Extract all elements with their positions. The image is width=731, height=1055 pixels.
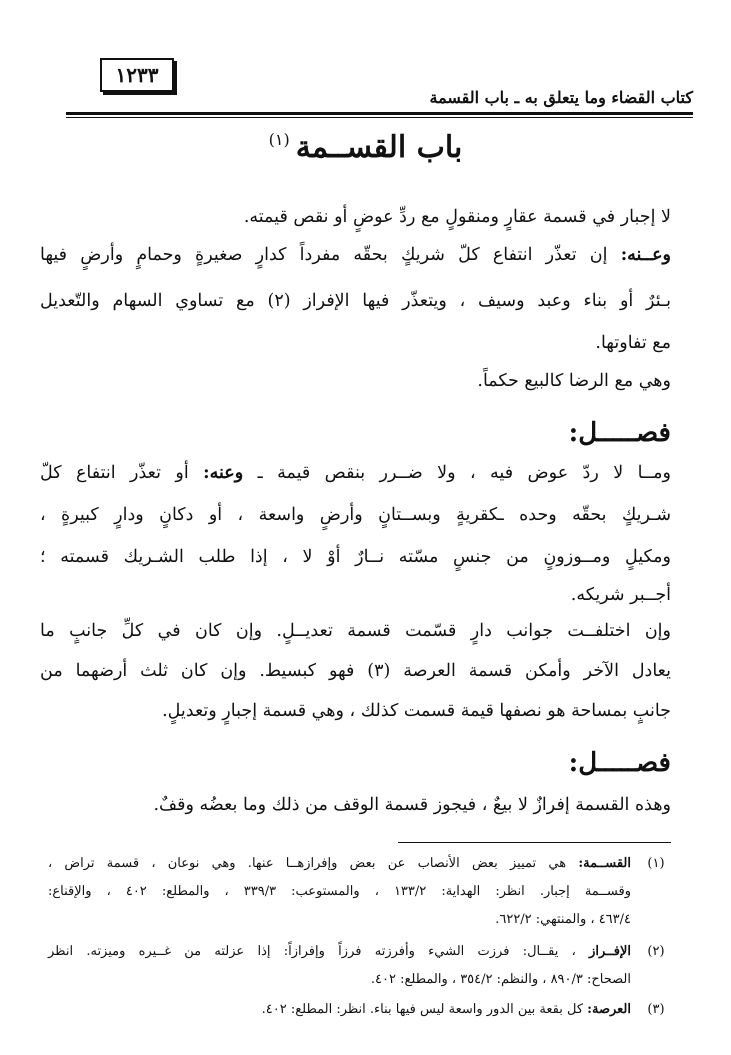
footnote-number: (١) [647, 856, 665, 871]
text-line: جانبٍ بمساحة هو نصفها قيمة قسمت كذلك ، وهي قسمة إجبارٍ وتعديلٍ. [162, 701, 671, 721]
section-heading: فصـــــل: [568, 748, 671, 778]
footnote-text: ، يقــال: فرزت الشيء وأفرزته فرزاً وإفرازاً: إذا عزلته من غــيره وميزته. انظر [48, 944, 576, 959]
chapter-title [0, 130, 731, 165]
text-line: وهذه القسمة إفرازٌ لا بيعٌ ، فيجوز قسمة الوقف من ذلك وما بعضُه وقفٌ. [153, 795, 671, 815]
text-line: وهي مع الرضا كالبيع حكماً. [477, 371, 671, 391]
chapter-title-text: باب القســمة [295, 130, 463, 165]
text-line: لا إجبار في قسمة عقارٍ ومنقولٍ مع ردِّ عوضٍ أو نقص قيمته. [243, 207, 671, 227]
text-line: أجــبر شريكه. [570, 585, 671, 605]
text-line: ومكيلٍ ومــوزونٍ من جنسٍ مسّته نــارٌ أوْ لا ، إذا طلب الشـريك قسمته ؛ [40, 547, 671, 567]
footnote-rule [398, 842, 671, 843]
footnote-term: القســمة: [578, 856, 631, 871]
variant-lead: وعنه: [203, 463, 244, 483]
page-number: ١٢٣٣ [100, 58, 174, 92]
text-span: إن تعذّر انتفاع كلّ شريكٍ بحقّه مفرداً كدارٍ صغيرةٍ وحمامٍ وأرضٍ فيها [40, 245, 608, 265]
footnote-line: الصحاح: ٨٩٠/٣ ، والنظم: ٣٥٤/٢ ، والمطلع: ٤٠٢. [370, 972, 631, 987]
variant-lead: وعــنه: [620, 245, 671, 265]
footnote-term: الإفــراز [589, 944, 631, 959]
footnote-line [48, 998, 631, 1024]
footnote-line [48, 940, 631, 966]
header-rule [66, 112, 693, 115]
header-rule-thin [66, 117, 693, 118]
section-heading: فصـــــل: [568, 418, 671, 448]
text-line: مع تفاوتها. [595, 333, 671, 353]
footnote-number: (٢) [647, 944, 665, 959]
text-line: شـريكٍ بحقّه وحده ـكقريةٍ وبســتانٍ وأرضٍ واسعة ، أو دكانٍ ودارٍ كبيرةٍ ، [40, 505, 671, 525]
text-line [40, 240, 671, 272]
footnote-text: هي تمييز بعض الأنصاب عن بعض وإفرازهــا عنها. وهي نوعان ، قسمة تراض ، [48, 856, 567, 871]
chapter-note-ref: (١) [268, 130, 290, 149]
footnote-text: كل بقعة بين الدور واسعة ليس فيها بناء. انظر: المطلع: ٤٠٢. [261, 1002, 584, 1017]
text-span: ومــا لا ردّ عوض فيه ، ولا ضــرر بنقص قيمة ـ [257, 463, 671, 483]
text-line: وإن اختلفــت جوانب دارٍ قسّمت قسمة تعديــلٍ. وإن كان في كلِّ جانبٍ ما [40, 621, 671, 641]
text-line: بـئرٌ أو بناء وعبد وسيف ، ويتعذّر فيها الإفراز (٢) مع تساوي السهام والتّعديل [40, 291, 671, 311]
text-line: يعادل الآخر وأمكن قسمة العرصة (٣) فهو كبسيط. وإن كان ثلث أرضهما من [40, 661, 671, 681]
footnote-term: العرصة: [587, 1002, 631, 1017]
footnote-line [48, 852, 631, 878]
footnote-line: وقســمة إجبار. انظر: الهداية: ١٣٣/٢ ، والمستوعب: ٣٣٩/٣ ، والمطلع: ٤٠٢ ، والإقناع: [48, 884, 632, 899]
text-line [40, 458, 671, 490]
text-span: أو تعذّر انتفاع كلّ [40, 463, 189, 483]
footnote-number: (٣) [647, 1002, 665, 1017]
running-head: كتاب القضاء وما يتعلق به ـ باب القسمة [429, 88, 693, 107]
footnote-line: ٤٦٣/٤ ، والمنتهي: ٦٢٢/٢. [495, 912, 631, 927]
